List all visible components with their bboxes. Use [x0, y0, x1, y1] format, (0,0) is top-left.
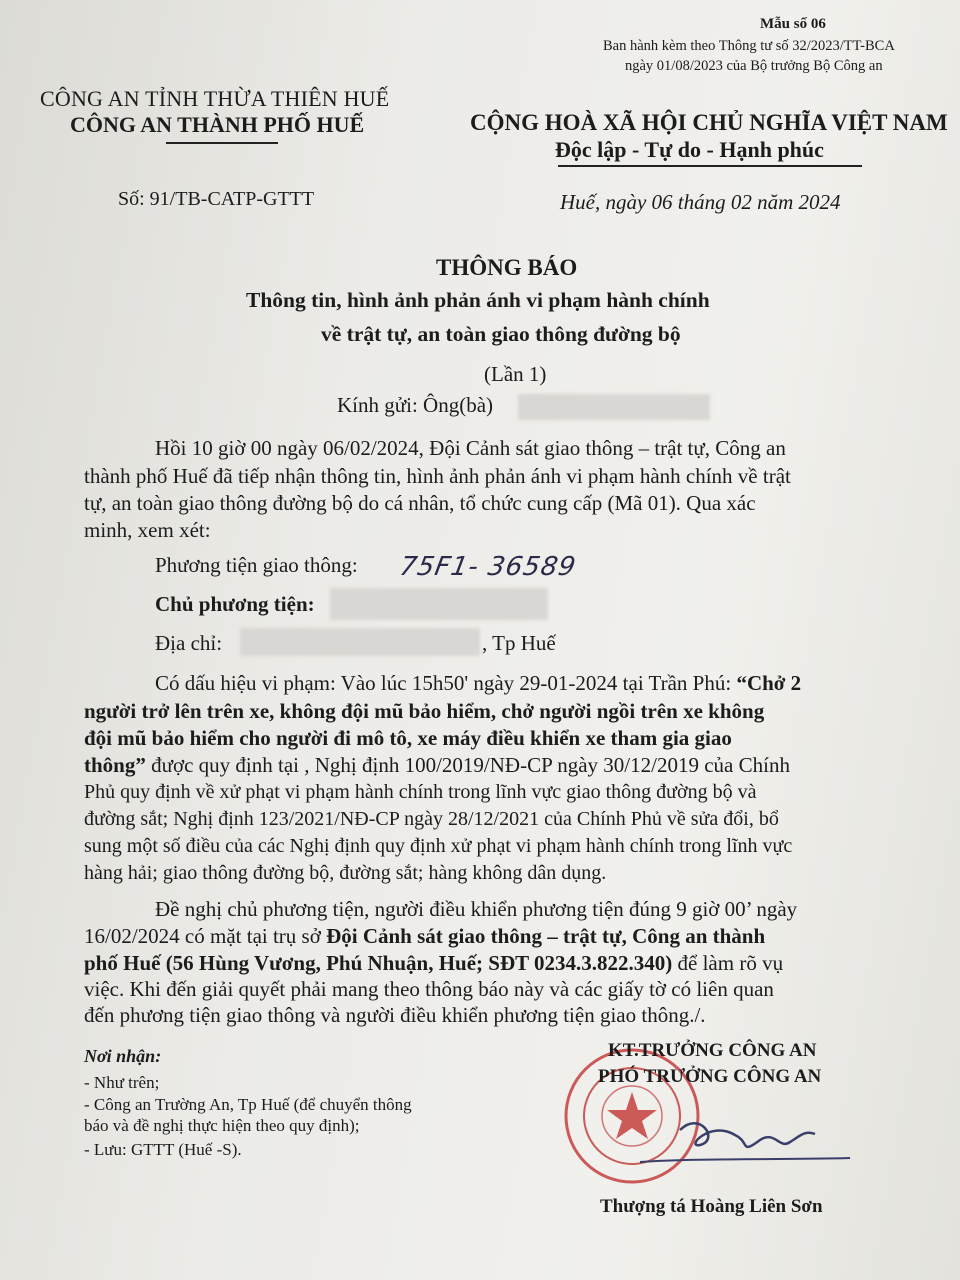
signature-title-1: KT.TRƯỞNG CÔNG AN: [608, 1040, 817, 1061]
recipients-title: Nơi nhận:: [84, 1046, 162, 1066]
document-subtitle-1: Thông tin, hình ảnh phản ánh vi phạm hành chính: [246, 288, 710, 312]
violation-line-6: đường sắt; Nghị định 123/2021/NĐ-CP ngày 28/12/2021 của Chính Phủ về sửa đổi, bổ: [84, 808, 779, 830]
violation-line-7: sung một số điều của các Nghị định quy định xử phạt vi phạm hành chính trong lĩnh vực: [84, 835, 793, 857]
violation-line-5: Phủ quy định về xử phạt vi phạm hành chính trong lĩnh vực giao thông đường bộ và: [84, 781, 757, 803]
violation-line-1: Có dấu hiệu vi phạm: Vào lúc 15h50' ngày 29-01-2024 tại Trần Phú: “Chở 2: [155, 671, 802, 695]
recipient-1: - Như trên;: [84, 1073, 160, 1092]
violation-line-8: hàng hải; giao thông đường bộ, đường sắt; hàng không dân dụng.: [84, 862, 607, 884]
paragraph-1-line-4: minh, xem xét:: [84, 518, 211, 542]
violation-line-4: thông” được quy định tại , Nghị định 100/2019/NĐ-CP ngày 30/12/2019 của Chính: [84, 753, 790, 777]
request-line-4: việc. Khi đến giải quyết phải mang theo thông báo này và các giấy tờ có liên quan: [84, 977, 774, 1001]
document-title: THÔNG BÁO: [436, 255, 578, 280]
paragraph-1-line-2: thành phố Huế đã tiếp nhận thông tin, hình ảnh phản ánh vi phạm hành chính về trật: [84, 464, 791, 488]
recipient-4: - Lưu: GTTT (Huế -S).: [84, 1140, 242, 1159]
request-line-1: Đề nghị chủ phương tiện, người điều khiển phương tiện đúng 9 giờ 00’ ngày: [155, 897, 798, 921]
document-subtitle-2: về trật tự, an toàn giao thông đường bộ: [321, 322, 681, 346]
request-line-3: phố Huế (56 Hùng Vương, Phú Nhuận, Huế; SĐT 0234.3.822.340) để làm rõ vụ: [84, 951, 784, 975]
recipient-2: - Công an Trường An, Tp Huế (để chuyển thông: [84, 1095, 412, 1114]
parent-organization: CÔNG AN TỈNH THỪA THIÊN HUẾ: [40, 86, 390, 111]
motto-underline: [558, 165, 862, 167]
handwritten-signature-icon: [640, 1100, 860, 1180]
request-line-5: đến phương tiện giao thông và người điều khiển phương tiện giao thông./.: [84, 1003, 706, 1027]
redacted-owner: [330, 588, 548, 620]
issue-date: Huế, ngày 06 tháng 02 năm 2024: [560, 190, 841, 214]
form-number: Mẫu số 06: [760, 16, 826, 32]
notice-round: (Lần 1): [484, 362, 547, 386]
vehicle-plate-handwritten: 75F1- 36589: [397, 552, 579, 582]
national-motto: Độc lập - Tự do - Hạnh phúc: [555, 137, 824, 162]
vehicle-label: Phương tiện giao thông:: [155, 553, 358, 577]
redacted-addressee: [518, 394, 710, 420]
paragraph-1-line-1: Hồi 10 giờ 00 ngày 06/02/2024, Đội Cảnh sát giao thông – trật tự, Công an: [155, 436, 786, 460]
redacted-address: [240, 628, 480, 656]
owner-label: Chủ phương tiện:: [155, 592, 315, 616]
recipient-3: báo và đề nghị thực hiện theo quy định);: [84, 1116, 360, 1135]
addressee-label: Kính gửi: Ông(bà): [337, 393, 494, 417]
address-label: Địa chỉ:: [155, 631, 223, 655]
document-number: Số: 91/TB-CATP-GTTT: [118, 188, 315, 210]
national-title: CỘNG HOÀ XÃ HỘI CHỦ NGHĨA VIỆT NAM: [470, 110, 948, 135]
address-city: , Tp Huế: [482, 631, 556, 655]
violation-line-3: đội mũ bảo hiểm cho người đi mô tô, xe máy điều khiển xe tham gia giao: [84, 726, 732, 750]
org-underline: [166, 142, 278, 144]
violation-line-2: người trở lên trên xe, không đội mũ bảo hiểm, chở người ngồi trên xe không: [84, 699, 765, 723]
signer-name: Thượng tá Hoàng Liên Sơn: [600, 1196, 823, 1217]
paragraph-1-line-3: tự, an toàn giao thông đường bộ do cá nhân, tổ chức cung cấp (Mã 01). Qua xác: [84, 491, 756, 515]
form-description-2: ngày 01/08/2023 của Bộ trưởng Bộ Công an: [625, 58, 883, 74]
form-description-1: Ban hành kèm theo Thông tư số 32/2023/TT-BCA: [603, 38, 895, 54]
signature-title-2: PHÓ TRƯỞNG CÔNG AN: [598, 1066, 822, 1087]
request-line-2: 16/02/2024 có mặt tại trụ sở Đội Cảnh sát giao thông – trật tự, Công an thành: [84, 924, 766, 948]
issuing-organization: CÔNG AN THÀNH PHỐ HUẾ: [70, 112, 365, 137]
